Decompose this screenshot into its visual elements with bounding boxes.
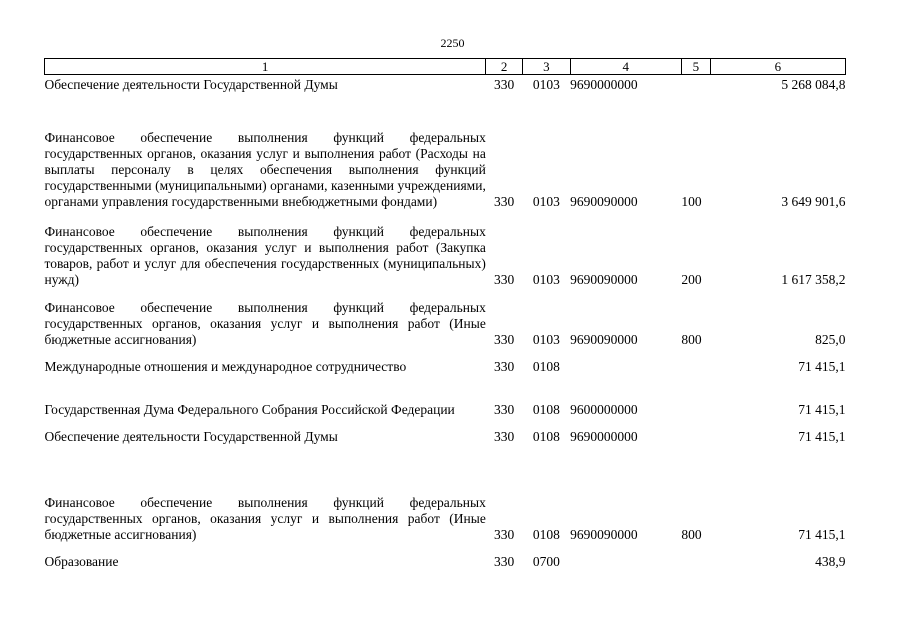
row-ved: 330 (494, 401, 515, 417)
table-row (45, 288, 846, 348)
row-name: Обеспечение деятельности Государственной Думы (44, 76, 338, 92)
table-row (45, 210, 846, 288)
row-rz: 0103 (532, 271, 560, 287)
row-rz: 0108 (532, 358, 560, 374)
row-amount: 3 649 901,6 (781, 193, 846, 209)
row-ved: 330 (494, 76, 515, 92)
row-rz: 0103 (532, 193, 560, 209)
row-amount: 1 617 358,2 (781, 271, 846, 287)
row-rz: 0103 (532, 331, 560, 347)
header-row (45, 59, 846, 75)
row-ved: 330 (494, 553, 515, 569)
row-vr (681, 418, 710, 445)
row-rz: 0103 (532, 76, 560, 92)
column-header-1: 1 (45, 59, 486, 75)
row-csr: 9690090000 (570, 526, 638, 542)
row-name: Финансовое обеспечение выполнения функций федеральных государственных органов, оказания услуг и выполнения работ (Иные бюджетные ассигнования) (44, 299, 486, 347)
table-row (45, 93, 846, 210)
row-vr (681, 75, 710, 93)
row-csr: 9690090000 (570, 271, 638, 287)
row-name: Финансовое обеспечение выполнения функций федеральных государственных органов, оказания услуг и выполнения работ (Закупка товаров, работ и услуг для обеспечения государственных (муниципальных) нужд) (44, 223, 486, 287)
row-name: Финансовое обеспечение выполнения функций федеральных государственных органов, оказания услуг и выполнения работ (Иные бюджетные ассигнования) (44, 494, 486, 542)
table-row (45, 375, 846, 418)
row-rz: 0700 (532, 553, 560, 569)
row-ved: 330 (494, 358, 515, 374)
row-amount: 5 268 084,8 (781, 76, 846, 92)
row-amount: 71 415,1 (798, 401, 846, 417)
row-rz: 0108 (532, 428, 560, 444)
row-csr (570, 348, 681, 375)
row-amount: 71 415,1 (798, 526, 846, 542)
row-amount: 825,0 (815, 331, 846, 347)
row-vr: 100 (681, 193, 702, 209)
page-number: 2250 (440, 36, 465, 50)
row-ved: 330 (494, 331, 515, 347)
row-csr: 9690000000 (570, 76, 638, 92)
table-row (45, 445, 846, 543)
row-vr (681, 543, 710, 570)
column-header-3: 3 (523, 59, 571, 75)
row-csr (570, 543, 681, 570)
table-row (45, 75, 846, 93)
row-csr: 9690090000 (570, 193, 638, 209)
row-name: Финансовое обеспечение выполнения функций федеральных государственных органов, оказания услуг и выполнения работ (Расходы на выплаты персоналу в целях обеспечения выполнения функций государственными (муниципальными) органами, казенными учреждениями, органами управления государственными внебюджетными фондами) (44, 129, 486, 209)
budget-table (44, 58, 846, 570)
row-vr: 800 (681, 331, 702, 347)
column-header-6: 6 (710, 59, 845, 75)
row-amount: 71 415,1 (798, 428, 846, 444)
row-vr (681, 348, 710, 375)
table-row (45, 543, 846, 570)
row-name: Образование (44, 553, 119, 569)
row-amount: 71 415,1 (798, 358, 846, 374)
row-rz: 0108 (532, 401, 560, 417)
row-name: Государственная Дума Федерального Собрания Российской Федерации (44, 401, 455, 417)
row-amount: 438,9 (815, 553, 846, 569)
row-ved: 330 (494, 271, 515, 287)
table-row (45, 418, 846, 445)
row-vr: 200 (681, 271, 702, 287)
row-ved: 330 (494, 193, 515, 209)
row-ved: 330 (494, 428, 515, 444)
row-name: Обеспечение деятельности Государственной Думы (44, 428, 338, 444)
row-vr: 800 (681, 526, 702, 542)
row-rz: 0108 (532, 526, 560, 542)
row-csr: 9690000000 (570, 428, 638, 444)
column-header-4: 4 (570, 59, 681, 75)
row-vr (681, 375, 710, 418)
table-row (45, 348, 846, 375)
row-name: Международные отношения и международное сотрудничество (44, 358, 407, 374)
row-csr: 9600000000 (570, 401, 638, 417)
row-ved: 330 (494, 526, 515, 542)
column-header-2: 2 (486, 59, 523, 75)
row-csr: 9690090000 (570, 331, 638, 347)
column-header-5: 5 (681, 59, 710, 75)
